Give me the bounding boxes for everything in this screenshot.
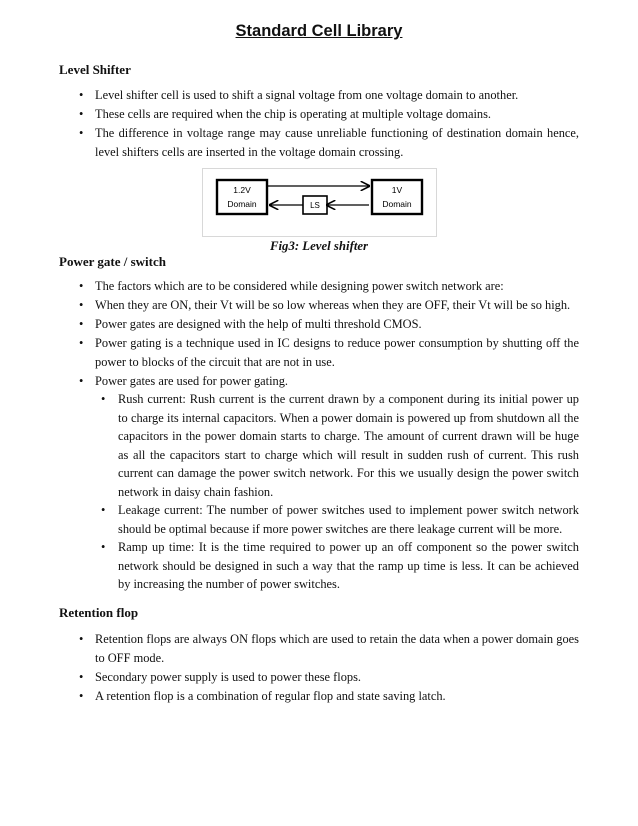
list-item-text: Power gates are used for power gating. <box>95 373 289 388</box>
list-item <box>59 372 579 594</box>
right-box-label: Domain <box>382 199 412 209</box>
ls-label: LS <box>310 201 320 210</box>
list-item: • Level shifter cell is used to shift a signal voltage from one voltage domain to another. <box>59 86 579 105</box>
left-box-voltage: 1.2V <box>233 185 251 195</box>
right-box-voltage: 1V <box>391 185 403 195</box>
sub-list-item: • Ramp up time: It is the time required to power up an off component so the power switch network should be designed in such a way that the ramp up time is less. It can be achieved by increasing the number of power switches. <box>95 538 579 594</box>
left-box-label: Domain <box>227 199 257 209</box>
section-heading-retention-flop: Retention flop <box>59 605 139 620</box>
level-shifter-list <box>59 86 579 162</box>
list-item: • A retention flop is a combination of regular flop and state saving latch. <box>59 687 579 706</box>
sub-list-item: • Leakage current: The number of power switches used to implement power switch network should be optimal because if more power switches are there leakage current will be more. <box>95 501 579 538</box>
power-gate-sub-list <box>95 390 579 594</box>
level-shifter-diagram <box>203 169 436 236</box>
list-item: • Power gating is a technique used in IC designs to reduce power consumption by shutting off the power to blocks of the circuit that are not in use. <box>59 334 579 371</box>
retention-flop-list <box>59 630 579 706</box>
list-item: • Secondary power supply is used to power these flops. <box>59 668 579 687</box>
list-item: • These cells are required when the chip is operating at multiple voltage domains. <box>59 105 579 124</box>
sub-list-item: • Rush current: Rush current is the current drawn by a component during its initial power up to charge its internal capacitors. When a power domain is powered up from shutdown all the capacitors in the power domain starts to charge. The amount of current drawn will be huge as all the capacitors start to charge which will result in sudden rush of current. This rush current can damage the power switch network. For this we usually design the power switch network in daisy chain fashion. <box>95 390 579 501</box>
list-item: • When they are ON, their Vt will be so low whereas when they are OFF, their Vt will be so high. <box>59 296 579 315</box>
list-item: • Retention flops are always ON flops which are used to retain the data when a power domain goes to OFF mode. <box>59 630 579 667</box>
list-item: • Power gates are designed with the help of multi threshold CMOS. <box>59 315 579 334</box>
level-shifter-figure <box>202 168 437 237</box>
list-item: • The difference in voltage range may cause unreliable functioning of destination domain hence, level shifters cells are inserted in the voltage domain crossing. <box>59 124 579 161</box>
section-heading-level-shifter: Level Shifter <box>59 62 131 77</box>
page-title: Standard Cell Library <box>235 22 403 40</box>
power-gate-list <box>59 277 579 594</box>
list-item: • The factors which are to be considered while designing power switch network are: <box>59 277 579 296</box>
figure-caption: Fig3: Level shifter <box>269 239 369 253</box>
section-heading-power-gate: Power gate / switch <box>59 254 166 269</box>
